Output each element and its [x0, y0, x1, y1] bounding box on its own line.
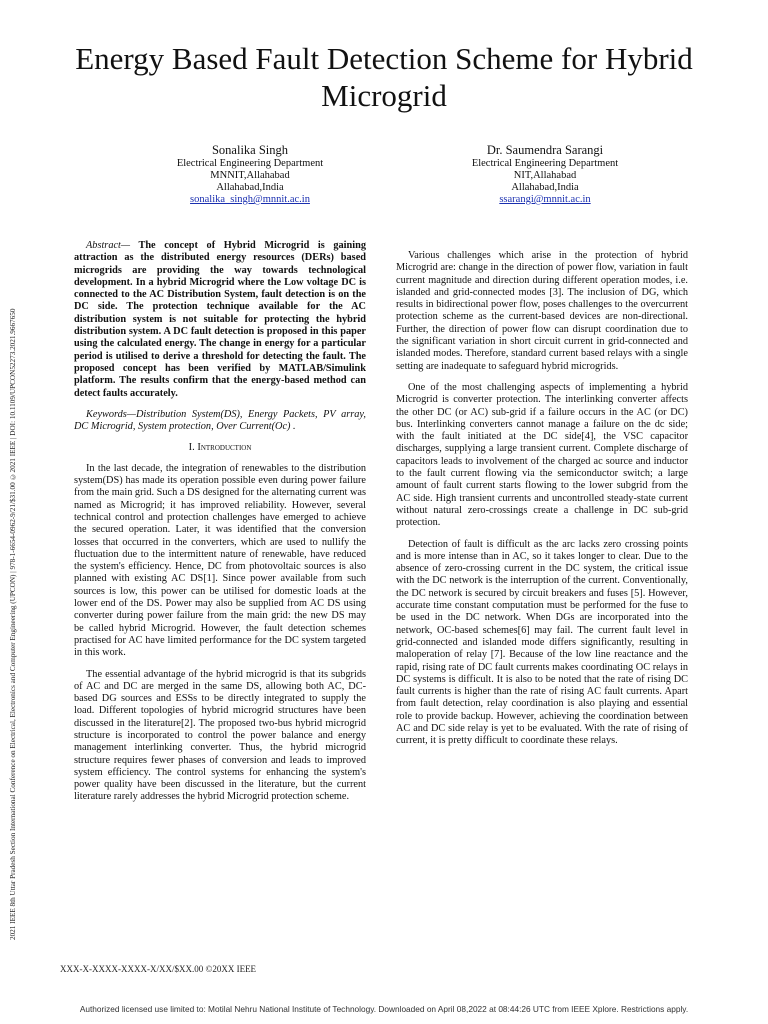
paragraph: Various challenges which arise in the protection of hybrid Microgrid are: change in the direction of power flow, variation in fault current magnitude and direction during different operation modes, i.e. islanded and grid-connected modes [3]. The inclusion of DG, which results in bidirectional power flow, poses challenges to the overcurrent protection scheme as the current-based devices are non-directional. Further, the direction of power flow can disrupt coordination due to the significant variation in short circuit current in grid-connected and islanded modes. Therefore, standard current based relays with a single setting are inadequate to safeguard hybrid microgrids.: [396, 250, 688, 372]
abstract-text: The concept of Hybrid Microgrid is gaining attraction as the distributed energy resources (DERs) based microgrids are providing the way towards technological development. In a hybrid Microgrid where the Low voltage DC is connected to the AC Distribution System, fault detection is on the DC side. The protection technique available for the AC distribution system is not suitable for protecting the hybrid distribution system. A DC fault detection is proposed in this paper using the calculated energy. The change in energy for a particular period is utilised to derive a threshold for detecting the fault. The proposed concept has been verified by MATLAB/Simulink platform. The results confirm that the energy-based method can detect faults accurately.: [74, 240, 366, 399]
abstract: [74, 240, 366, 400]
keywords: Keywords—Distribution System(DS), Energy Packets, PV array, DC Microgrid, System protection, Over Current(Oc) .: [74, 408, 366, 433]
left-column: [74, 240, 366, 813]
conference-citation-sidebar: 2021 IEEE 8th Uttar Pradesh Section International Conference on Electrical, Electronics and Computer Engineering (UPCON) | 978-1-6654-0962-9/21/$31.00 ©2021 IEEE | DOI: 10.1109/UPCON52273.2021.9667650: [9, 308, 17, 940]
right-column: [396, 250, 688, 757]
license-notice: Authorized licensed use limited to: Motilal Nehru National Institute of Technology. Downloaded on April 08,2022 at 08:44:26 UTC from IEEE Xplore. Restrictions apply.: [79, 1004, 689, 1014]
paragraph: One of the most challenging aspects of implementing a hybrid Microgrid is converter protection. The interlinking converter affects the other DC (or AC) sub-grid if a failure occurs in the AC (or DC) bus. Interlinking converters cannot manage a failure on the dc side; with the fault initiated at the DC side[4], the VSC capacitor discharges, supplying a large transient current. Complete discharge of capacitors leads to involvement of the charged ac source and inductor to the fault current flowing via the semiconductor switch; a large amount of fault current starts flowing to the lower subgrid from the AC side. High transient currents and uncontrolled steady-state current without natural zero-crossings create a challenge in DC sub-grid protection.: [396, 381, 688, 529]
author-location: Allahabad,India: [216, 182, 284, 193]
author-department: Electrical Engineering Department: [176, 158, 324, 169]
author-email-link[interactable]: ssarangi@mnnit.ac.in: [499, 194, 591, 205]
author-block-2: [405, 142, 685, 206]
paragraph: The essential advantage of the hybrid microgrid is that its subgrids of AC and DC are merged in the same DS, allowing both AC, DC-based DG sources and ESSs to be directly integrated to supply the load. Different topologies of hybrid microgrid structures have been discussed in the literature[2]. The proposed two-bus hybrid microgrid structure is incorporated to control the power balance and energy management interlinking converter. Thus, the hybrid microgrid structure requires fewer phases of conversion and leads to improved system efficiency. The control systems for enhancing the system's power quality have been discussed in the literature, but the current literature rarely addresses the hybrid Microgrid protection scheme.: [74, 668, 366, 803]
author-institution: NIT,Allahabad: [513, 170, 577, 181]
paper-title: Energy Based Fault Detection Scheme for Hybrid Microgrid: [75, 41, 693, 113]
author-name: Dr. Saumendra Sarangi: [486, 143, 604, 157]
author-institution: MNNIT,Allahabad: [210, 170, 290, 181]
author-department: Electrical Engineering Department: [471, 158, 619, 169]
author-location: Allahabad,India: [511, 182, 579, 193]
author-email-link[interactable]: sonalika_singh@mnnit.ac.in: [190, 194, 310, 205]
section-heading-introduction: I. Introduction: [188, 442, 252, 454]
paragraph: Detection of fault is difficult as the arc lacks zero crossing points and is more intense than in AC, so it takes longer to clear. Due to the absence of zero-crossing current in the DC system, the critical issue with the DC network is the interruption of the current. Conventionally, the DC network is secured by circuit breakers and fuses [5]. However, accurate time constant computation must be performed for the fuse to be used in the DC network. When DGs are incorporated into the network, OC-based schemes[6] may fail. The current fault level in grid-connected and islanded mode differs significantly, resulting in maloperation of relay [7]. Because of the low line reactance and the rapid, rising rate of DC fault currents makes coordinating OC relays in DC systems is difficult. It is also to be noted that the rate of rising DC fault currents is higher than the rate of rising AC fault currents. Apart from fault detection, relay coordination is also playing and essential role to provide backup. However, achieving the coordination between AC and DC side relay is yet to be evaluated. With the rate of rising of current, it is pretty difficult to coordinate these relays.: [396, 538, 688, 747]
author-block-1: [110, 142, 390, 206]
copyright-footer: XXX-X-XXXX-XXXX-X/XX/$XX.00 ©20XX IEEE: [60, 964, 257, 974]
abstract-label: Abstract—: [86, 240, 131, 251]
paragraph: In the last decade, the integration of renewables to the distribution system(DS) has made its operation possible even during power failure from the main grid. Such a DS designed for the alternating current was named as Microgrid; it has improved reliability. However, several technical control and protection challenges have emerged to achieve the secured operation. Later, it was identified that the conversion losses that occurred in the converters, which are used to nullify the fluctuation due to the intermittent nature of renewable, have reduced the system's efficiency. Hence, DC from photovoltaic sources is also planned with existing AC DS[1]. Since power available from such sources is low, this power can be utilised for domestic loads at the lower end of the DS. Power may also be supplied from AC DS using converter during power failure from the main grid: the new DS may be called hybrid Microgrid. However, the fault detection schemes practised for AC have limited performance for the DC system targeted in this work.: [74, 462, 366, 659]
author-name: Sonalika Singh: [211, 143, 289, 157]
